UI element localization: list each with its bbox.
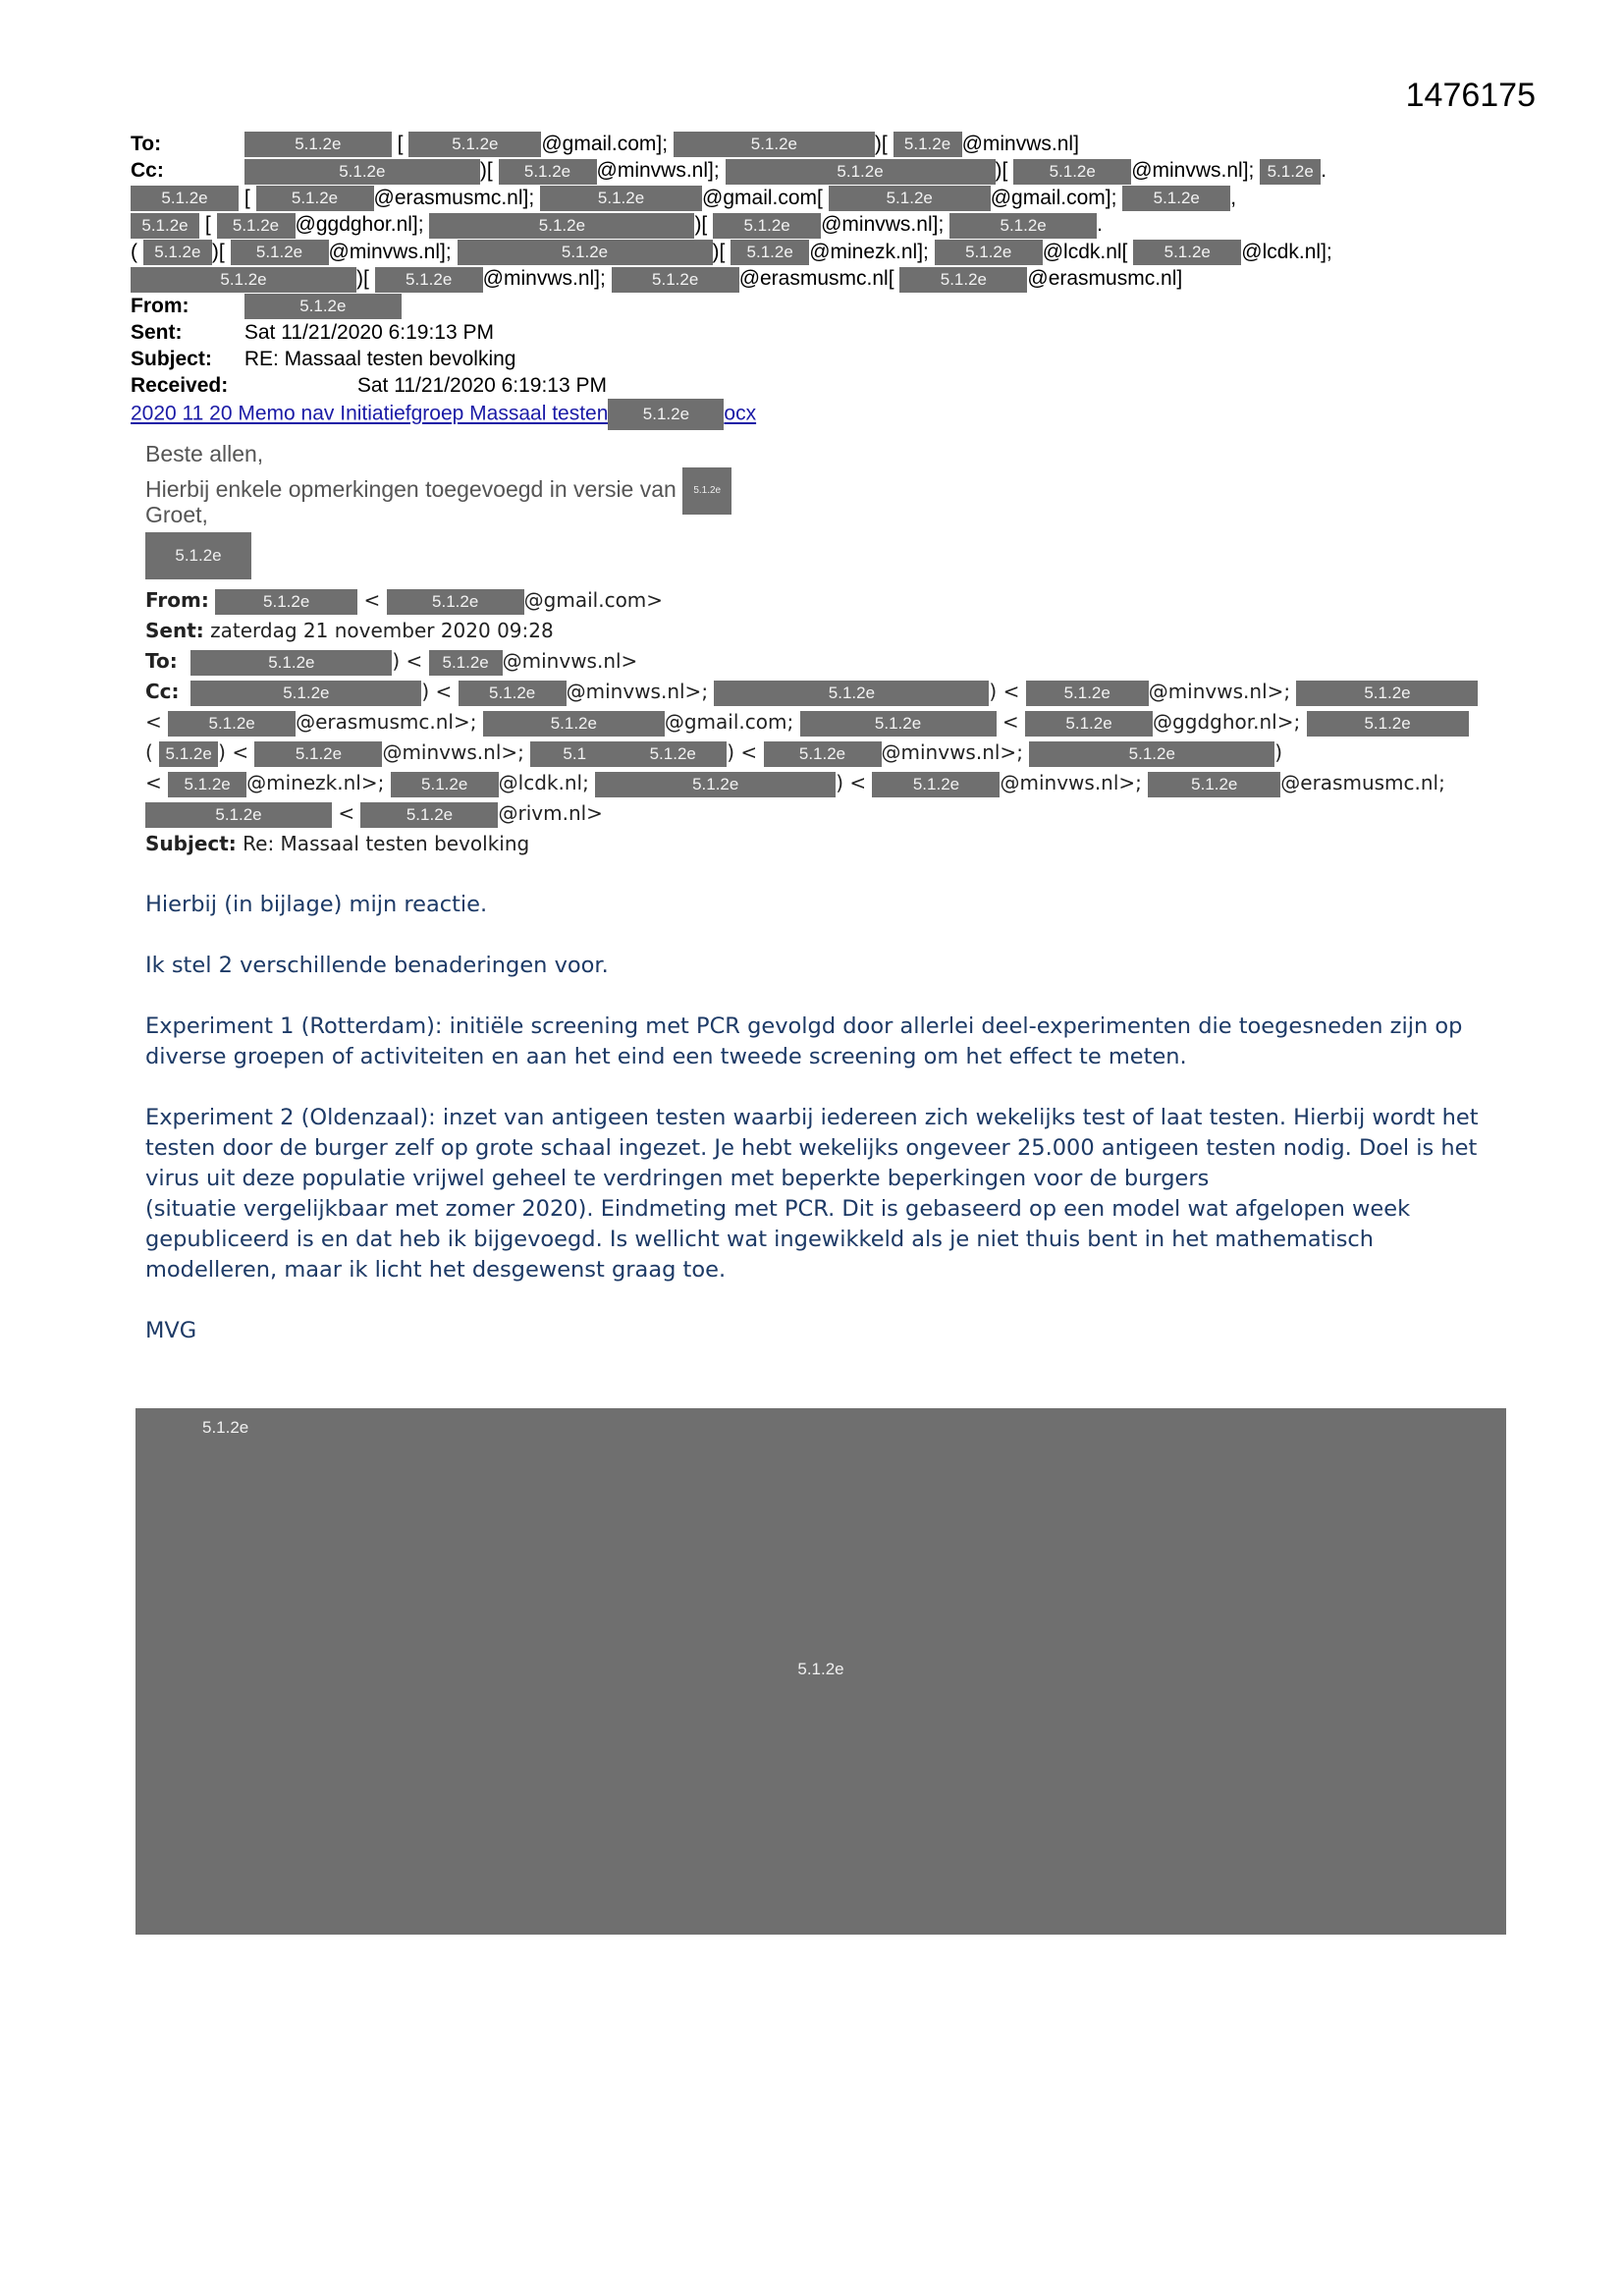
inner-to-label: To: bbox=[145, 649, 178, 673]
email-domain: @erasmusmc.nl]; bbox=[373, 186, 535, 209]
redaction: 5.1.2e bbox=[458, 240, 713, 265]
email-domain: @rivm.nl> bbox=[498, 801, 603, 825]
redaction: 5.1.2e bbox=[143, 240, 212, 265]
redaction: 5.1.2e bbox=[935, 240, 1043, 265]
email-domain: @minvws.nl>; bbox=[1148, 680, 1291, 703]
email-domain: @minvws.nl>; bbox=[881, 740, 1023, 764]
inner-subject-label: Subject: bbox=[145, 832, 237, 855]
redaction: 5.1.2e bbox=[387, 589, 524, 615]
redaction: 5.1.2e bbox=[429, 650, 503, 676]
email-domain: @minvws.nl>; bbox=[566, 680, 709, 703]
redaction: 5.1.2e bbox=[1260, 159, 1321, 185]
received-label: Received: bbox=[131, 374, 229, 398]
redaction: 5.1.2e bbox=[190, 681, 421, 706]
redaction: 5.1.2e bbox=[726, 159, 996, 185]
redaction: 5.1.2e bbox=[429, 213, 694, 239]
redaction: 5.1.2e bbox=[682, 467, 731, 515]
attachment-name[interactable]: 2020 11 20 Memo nav Initiatiefgroep Massaal testen bbox=[131, 402, 609, 425]
inner-sent-label: Sent: bbox=[145, 619, 204, 642]
redaction: 5.1.2e bbox=[244, 132, 392, 157]
email-domain: @minvws.nl>; bbox=[382, 740, 524, 764]
email-domain: @gmail.com> bbox=[523, 588, 664, 612]
redaction: 5.1.2e bbox=[1025, 711, 1153, 737]
inner-from-label: From: bbox=[145, 588, 209, 612]
redaction: 5.1.2e bbox=[540, 186, 702, 211]
reply-body bbox=[145, 440, 731, 579]
reply-closing: Groet, bbox=[145, 502, 208, 527]
attachment-ext[interactable]: ocx bbox=[724, 402, 757, 425]
email-domain: @ggdghor.nl]; bbox=[295, 213, 424, 237]
redaction: 5.1.2e bbox=[731, 240, 809, 265]
redaction: 5.1.2e bbox=[360, 802, 498, 828]
redaction: 5.1.2e bbox=[764, 741, 882, 767]
redaction-code: 5.1.2e bbox=[202, 1418, 249, 1437]
redaction: 5.1.2e bbox=[893, 132, 962, 157]
body-paragraph: Hierbij (in bijlage) mijn reactie. bbox=[145, 892, 488, 917]
email-domain: @minezk.nl>; bbox=[246, 771, 385, 794]
redaction: 5.1.2e bbox=[1026, 681, 1149, 706]
inner-sent-line bbox=[145, 616, 1500, 646]
sent-line bbox=[131, 319, 1505, 346]
email-domain: @gmail.com; bbox=[664, 710, 794, 734]
redaction: 5.1.2e bbox=[145, 532, 251, 579]
inner-subject-value: Re: Massaal testen bevolking bbox=[243, 832, 530, 855]
redaction: 5.1.2e bbox=[145, 802, 332, 828]
email-domain: @minvws.nl]; bbox=[821, 213, 945, 237]
inner-cc-label: Cc: bbox=[145, 680, 180, 703]
redaction: 5.1.2e bbox=[595, 772, 836, 797]
email-domain: @lcdk.nl]; bbox=[1241, 240, 1332, 263]
inner-to-line: To: 5.1.2e ) < 5.1.2e @minvws.nl> bbox=[145, 646, 1500, 677]
email-domain: @erasmusmc.nl[ bbox=[738, 267, 894, 291]
email-domain: @erasmusmc.nl; bbox=[1280, 771, 1445, 794]
email-domain: @gmail.com[ bbox=[702, 186, 823, 209]
body-paragraph: Experiment 2 (Oldenzaal): inzet van antigeen testen waarbij iedereen zich wekelijks test of laat testen. Hierbij wordt het testen door de burger zelf op grote schaal ingezet. Je hebt wekelijks ongeveer 25.000 antigeen testen nodig. Doel is het virus uit deze populatie vrijwel geheel te verdringen met beperkte beperkingen voor de burgers (situatie vergelijkbaar met zomer 2020). Eindmeting met PCR. Dit is gebaseerd op een model wat afgelopen week gepubliceerd is en dat heb ik bijgevoegd. Is wellicht wat ingewikkeld als je niet thuis bent in het mathematisch modelleren, maar ik licht het desgewenst graag toe. bbox=[145, 1105, 1479, 1283]
redaction: 5.1.2e bbox=[131, 186, 239, 211]
email-domain: @minvws.nl> bbox=[502, 649, 638, 673]
large-redaction-block bbox=[135, 1408, 1506, 1935]
redaction: 5.1.2e bbox=[829, 186, 991, 211]
inner-cc-line: < 5.1.2e @minezk.nl>; 5.1.2e @lcdk.nl; 5.1.2e ) < 5.1.2e @minvws.nl>; 5.1.2e @erasmusmc.nl; bbox=[145, 768, 1500, 798]
inner-cc-line: 5.1.2e < 5.1.2e @rivm.nl> bbox=[145, 798, 1500, 829]
email-domain: @minvws.nl]; bbox=[482, 267, 606, 291]
redaction: 5.1.2e bbox=[1122, 186, 1230, 211]
redaction: 5.1.2e bbox=[872, 772, 1000, 797]
redaction: 5.1.2e bbox=[674, 132, 875, 157]
document-id: 1476175 bbox=[1405, 77, 1536, 114]
redaction: 5.1.2e bbox=[408, 132, 541, 157]
redaction: 5.1.2e bbox=[131, 213, 199, 239]
cc-label: Cc: bbox=[131, 159, 164, 183]
reply-line: Hierbij enkele opmerkingen toegevoegd in versie van 5.1.2e bbox=[145, 467, 731, 515]
inner-cc-line: < 5.1.2e @erasmusmc.nl>; 5.1.2e @gmail.com; 5.1.2e < 5.1.2e @ggdghor.nl>; 5.1.2e bbox=[145, 707, 1500, 738]
redaction: 5.1.2e bbox=[231, 240, 329, 265]
from-line bbox=[131, 293, 1505, 319]
redaction: 5.1.2e bbox=[131, 267, 356, 293]
email-domain: @minvws.nl]; bbox=[1131, 159, 1255, 183]
from-label: From: bbox=[131, 294, 189, 317]
inner-email-header bbox=[145, 585, 1500, 859]
email-domain: @lcdk.nl; bbox=[498, 771, 589, 794]
attachment-link[interactable] bbox=[131, 399, 1505, 430]
redaction: 5.1.2e bbox=[244, 294, 402, 319]
redaction: 5.1.2e bbox=[1029, 741, 1274, 767]
signature-redaction bbox=[145, 532, 731, 579]
to-line: To: 5.1.2e [ 5.1.2e @gmail.com]; 5.1.2e )[ 5.1.2e @minvws.nl] bbox=[131, 131, 1505, 157]
email-domain: @minvws.nl>; bbox=[1000, 771, 1142, 794]
outer-email-header bbox=[131, 131, 1505, 430]
redaction: 5.1.2e bbox=[215, 589, 357, 615]
email-domain: @erasmusmc.nl>; bbox=[296, 710, 477, 734]
redaction: 5.1 bbox=[530, 741, 619, 767]
redaction: 5.1.2e bbox=[459, 681, 567, 706]
email-domain: @gmail.com]; bbox=[541, 133, 669, 155]
redaction: 5.1.2e bbox=[714, 681, 989, 706]
email-domain: @gmail.com]; bbox=[990, 186, 1117, 209]
redaction: 5.1.2e bbox=[612, 267, 739, 293]
redaction-code: 5.1.2e bbox=[797, 1660, 844, 1678]
redaction: 5.1.2e bbox=[217, 213, 296, 239]
cc-line: ( 5.1.2e )[ 5.1.2e @minvws.nl]; 5.1.2e )[ 5.1.2e @minezk.nl]; 5.1.2e @lcdk.nl[ 5.1.2e @lcdk.nl]; bbox=[131, 239, 1505, 265]
received-line bbox=[131, 372, 1505, 399]
redaction: 5.1.2e bbox=[254, 741, 382, 767]
cc-line: Cc: 5.1.2e )[ 5.1.2e @minvws.nl]; 5.1.2e )[ 5.1.2e @minvws.nl]; 5.1.2e . bbox=[131, 157, 1505, 184]
subject-value: RE: Massaal testen bevolking bbox=[244, 348, 516, 371]
email-domain: @lcdk.nl[ bbox=[1042, 240, 1128, 263]
cc-line: 5.1.2e [ 5.1.2e @erasmusmc.nl]; 5.1.2e @gmail.com[ 5.1.2e @gmail.com]; 5.1.2e , bbox=[131, 185, 1505, 211]
redaction: 5.1.2e bbox=[1148, 772, 1280, 797]
cc-line: 5.1.2e )[ 5.1.2e @minvws.nl]; 5.1.2e @erasmusmc.nl[ 5.1.2e @erasmusmc.nl] bbox=[131, 265, 1505, 292]
redaction: 5.1.2e bbox=[1296, 681, 1478, 706]
redaction: 5.1.2e bbox=[608, 399, 724, 430]
subject-label: Subject: bbox=[131, 348, 212, 371]
sent-label: Sent: bbox=[131, 321, 183, 345]
reply-greeting: Beste allen, bbox=[145, 441, 264, 466]
redaction: 5.1.2e bbox=[159, 741, 218, 767]
redaction: 5.1.2e bbox=[190, 650, 392, 676]
inner-subject-line bbox=[145, 829, 1500, 859]
inner-cc-line: ( 5.1.2e ) < 5.1.2e @minvws.nl>; 5.1 5.1.2e ) < 5.1.2e @minvws.nl>; 5.1.2e ) bbox=[145, 738, 1500, 768]
redaction: 5.1.2e bbox=[375, 267, 483, 293]
redaction: 5.1.2e bbox=[1307, 711, 1469, 737]
email-domain: @ggdghor.nl>; bbox=[1153, 710, 1301, 734]
email-domain: @minvws.nl]; bbox=[328, 240, 452, 263]
subject-line bbox=[131, 346, 1505, 372]
redaction: 5.1.2e bbox=[949, 213, 1097, 239]
message-body bbox=[145, 890, 1500, 1377]
cc-line: 5.1.2e [ 5.1.2e @ggdghor.nl]; 5.1.2e )[ 5.1.2e @minvws.nl]; 5.1.2e . bbox=[131, 211, 1505, 238]
redaction: 5.1.2e bbox=[244, 159, 480, 185]
received-value: Sat 11/21/2020 6:19:13 PM bbox=[356, 374, 607, 398]
inner-from-line: From: 5.1.2e < 5.1.2e @gmail.com> bbox=[145, 585, 1500, 616]
email-domain: @minezk.nl]; bbox=[809, 240, 929, 263]
inner-sent-value: zaterdag 21 november 2020 09:28 bbox=[210, 619, 554, 642]
redaction: 5.1.2e bbox=[391, 772, 499, 797]
redaction: 5.1.2e bbox=[899, 267, 1027, 293]
body-signoff: MVG bbox=[145, 1318, 197, 1343]
redaction: 5.1.2e bbox=[1013, 159, 1131, 185]
redaction: 5.1.2e bbox=[499, 159, 597, 185]
body-paragraph: Experiment 1 (Rotterdam): initiële screening met PCR gevolgd door allerlei deel-experimenten die toegesneden zijn op diverse groepen of activiteiten en aan het eind een tweede screening om het effect te meten. bbox=[145, 1013, 1463, 1069]
inner-cc-line: Cc: 5.1.2e ) < 5.1.2e @minvws.nl>; 5.1.2e ) < 5.1.2e @minvws.nl>; 5.1.2e bbox=[145, 677, 1500, 707]
body-paragraph: Ik stel 2 verschillende benaderingen voor. bbox=[145, 953, 609, 978]
redaction: 5.1.2e bbox=[1133, 240, 1241, 265]
email-domain: @erasmusmc.nl] bbox=[1027, 267, 1183, 291]
redaction: 5.1.2e bbox=[168, 772, 246, 797]
redaction: 5.1.2e bbox=[800, 711, 997, 737]
email-domain: @minvws.nl]; bbox=[596, 159, 720, 183]
redaction: 5.1.2e bbox=[619, 741, 727, 767]
redaction: 5.1.2e bbox=[713, 213, 821, 239]
email-domain: @minvws.nl] bbox=[961, 133, 1079, 155]
sent-value: Sat 11/21/2020 6:19:13 PM bbox=[244, 321, 494, 345]
redaction: 5.1.2e bbox=[168, 711, 296, 737]
to-label: To: bbox=[131, 133, 162, 155]
redaction: 5.1.2e bbox=[483, 711, 665, 737]
redaction: 5.1.2e bbox=[256, 186, 374, 211]
